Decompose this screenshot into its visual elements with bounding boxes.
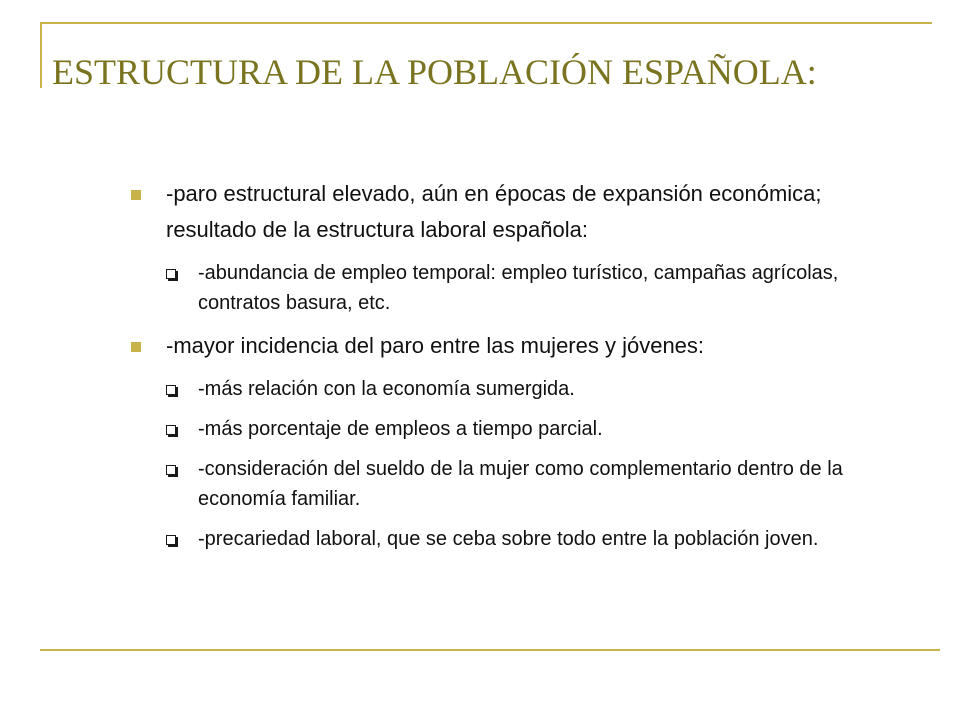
sub-bullet-item <box>164 374 900 404</box>
square-bullet-icon <box>131 342 141 352</box>
hollow-square-bullet-icon <box>166 535 176 545</box>
bullet-text: -mayor incidencia del paro entre las mujeres y jóvenes: <box>166 333 705 358</box>
sub-bullet-item <box>164 524 900 554</box>
bullet-list <box>130 176 900 564</box>
square-bullet-icon <box>131 190 141 200</box>
sub-bullet-item <box>164 454 900 514</box>
hollow-square-bullet-icon <box>166 385 176 395</box>
sub-bullet-text: -precariedad laboral, que se ceba sobre todo entre la población joven. <box>198 528 819 550</box>
bullet-item <box>130 328 900 364</box>
hollow-square-bullet-icon <box>166 425 176 435</box>
hollow-square-bullet-icon <box>166 269 176 279</box>
bottom-rule <box>40 649 940 651</box>
hollow-square-bullet-icon <box>166 465 176 475</box>
sub-bullet-text: -abundancia de empleo temporal: empleo turístico, campañas agrícolas, contratos basura, etc. <box>198 262 839 314</box>
sub-bullet-item <box>164 414 900 444</box>
top-rule <box>40 22 932 24</box>
sub-bullet-text: -más relación con la economía sumergida. <box>198 378 575 400</box>
bullet-item <box>130 176 900 248</box>
left-rule <box>40 22 42 88</box>
slide-title: ESTRUCTURA DE LA POBLACIÓN ESPAÑOLA: <box>52 52 817 92</box>
sub-bullet-item <box>164 258 900 318</box>
bullet-text: -paro estructural elevado, aún en épocas de expansión económica; resultado de la estructura laboral española: <box>166 181 822 242</box>
sub-bullet-text: -más porcentaje de empleos a tiempo parcial. <box>198 418 603 440</box>
sub-bullet-text: -consideración del sueldo de la mujer como complementario dentro de la economía familiar. <box>198 458 843 510</box>
